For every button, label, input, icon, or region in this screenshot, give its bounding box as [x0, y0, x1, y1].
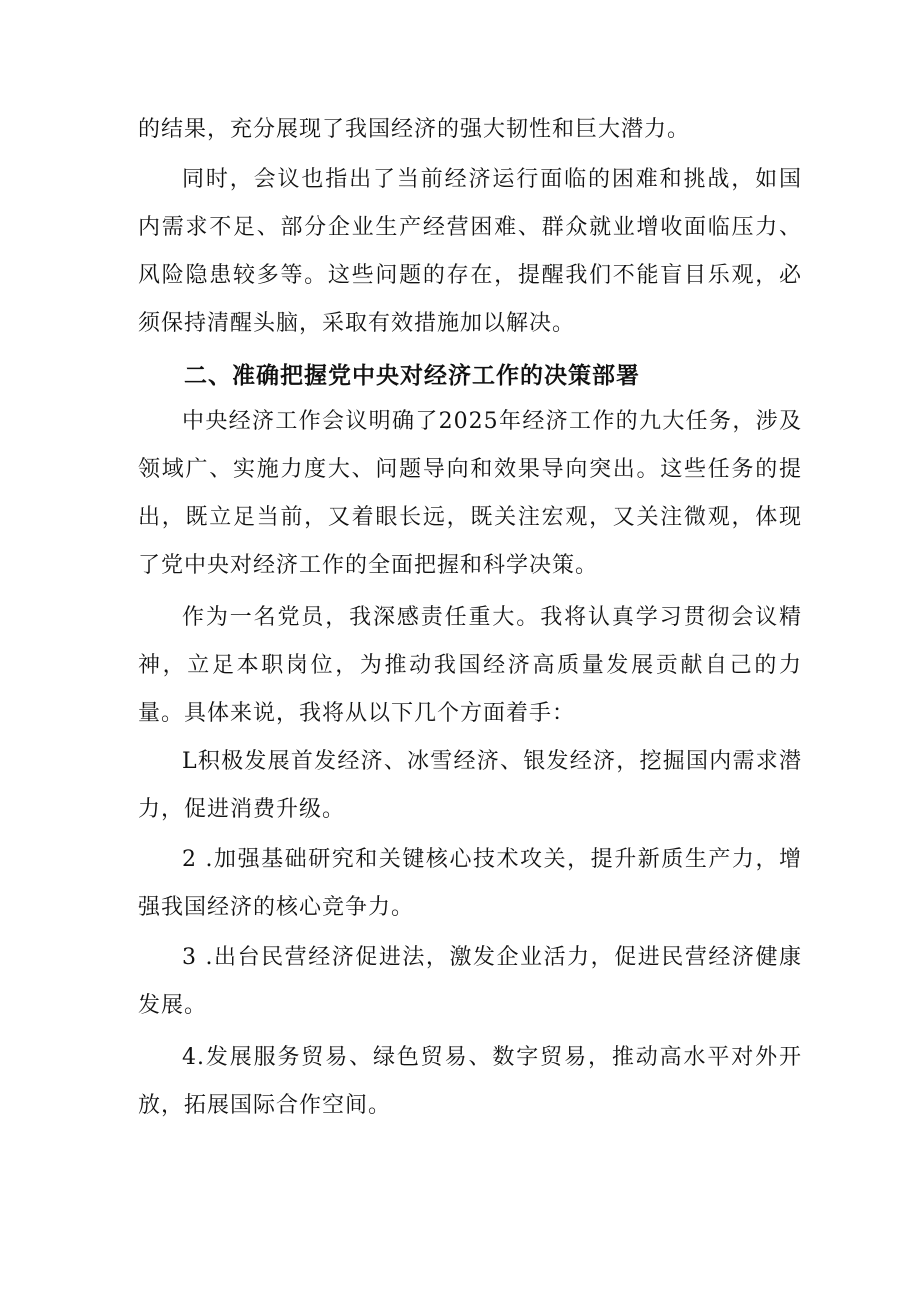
list-item-4: 4.发展服务贸易、绿色贸易、数字贸易，推动高水平对外开放，拓展国际合作空间。: [138, 1045, 802, 1118]
paragraph-continuation: 的结果，充分展现了我国经济的强大韧性和巨大潜力。: [138, 117, 691, 142]
section-heading-2: 二、准确把握党中央对经济工作的决策部署: [184, 363, 640, 389]
list-item-2: 2 .加强基础研究和关键核心技术攻关，提升新质生产力，增强我国经济的核心竞争力。: [138, 847, 802, 920]
paragraph-challenges: 同时，会议也指出了当前经济运行面临的困难和挑战，如国内需求不足、部分企业生产经营困难、群众就业增收面临压力、风险隐患较多等。这些问题的存在，提醒我们不能盲目乐观，必须保持清醒头脑，采取有效措施加以解决。: [138, 167, 802, 336]
list-item-1: L积极发展首发经济、冰雪经济、银发经济，挖掘国内需求潜力，促进消费升级。: [138, 749, 802, 822]
list-item-3: 3 .出台民营经济促进法，激发企业活力，促进民营经济健康发展。: [138, 945, 802, 1018]
paragraph-responsibility: 作为一名党员，我深感责任重大。我将认真学习贯彻会议精神，立足本职岗位，为推动我国经济高质量发展贡献自己的力量。具体来说，我将从以下几个方面着手：: [138, 605, 802, 726]
paragraph-nine-tasks: 中央经济工作会议明确了2025年经济工作的九大任务，涉及领域广、实施力度大、问题导向和效果导向突出。这些任务的提出，既立足当前，又着眼长远，既关注宏观，又关注微观，体现了党中央对经济工作的全面把握和科学决策。: [138, 409, 802, 578]
